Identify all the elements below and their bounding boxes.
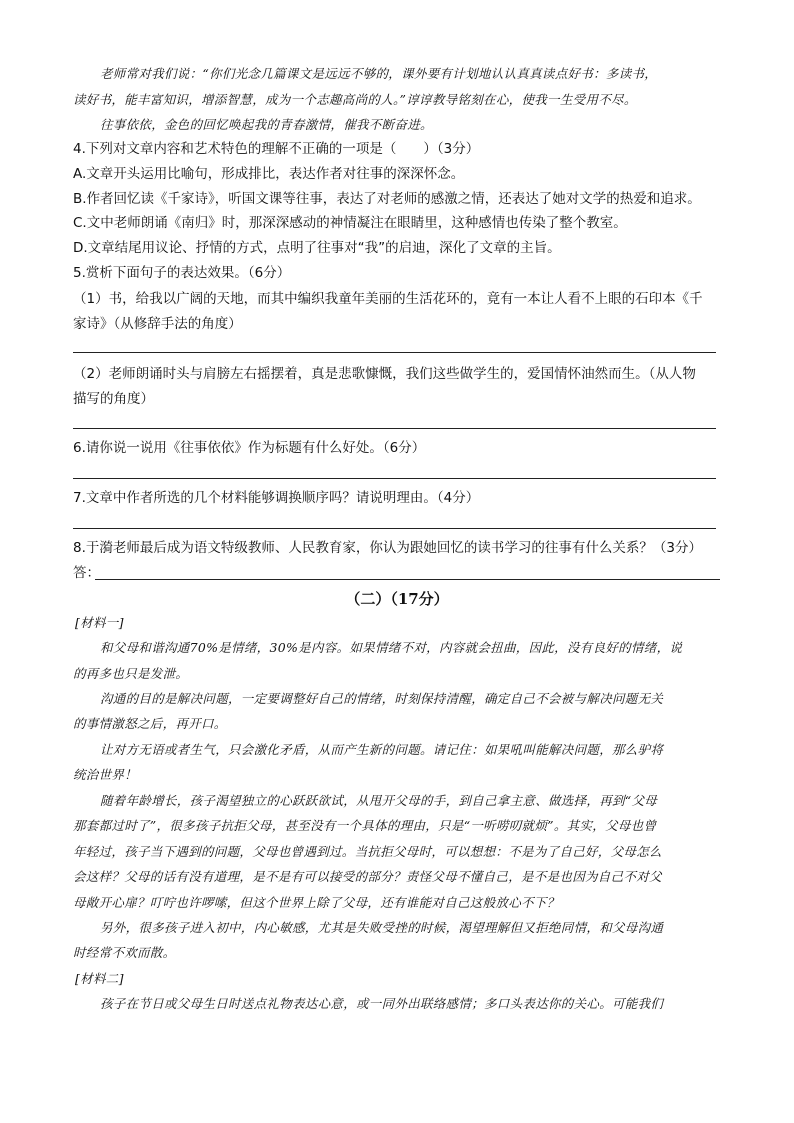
option-a: A.文章开头运用比喻句，形成排比，表达作者对往事的深深怀念。	[73, 166, 465, 182]
material-paragraph: 统治世界！	[73, 767, 138, 782]
answer-label: 答：	[73, 565, 100, 581]
material-paragraph: 另外，很多孩子进入初中，内心敏感，尤其是失败受挫的时候，渴望理解但又拒绝同情，和父母沟通	[100, 920, 664, 935]
material-paragraph: 的事情激怒之后，再开口。	[73, 716, 227, 731]
material-label: [材料一]	[75, 615, 124, 630]
material-paragraph: 年轻过，孩子当下遇到的问题，父母也曾遇到过。当抗拒父母时，可以想想：不是为了自己好，父母怎么	[73, 844, 662, 859]
passage-paragraph: 读好书，能丰富知识，增添智慧，成为一个志趣高尚的人。”谆谆教导铭刻在心，使我一生受用不尽。	[73, 92, 637, 107]
question-7: 7.文章中作者所选的几个材料能够调换顺序吗？请说明理由。（4分）	[73, 490, 480, 506]
option-d: D.文章结尾用议论、抒情的方式，点明了往事对“我”的启迪，深化了文章的主旨。	[73, 240, 561, 256]
passage-paragraph: 往事依依，金色的回忆唤起我的青春激情，催我不断奋进。	[100, 117, 433, 132]
question-4: 4.下列对文章内容和艺术特色的理解不正确的一项是（ ）（3分）	[73, 141, 480, 157]
question-6: 6.请你说一说用《往事依依》作为标题有什么好处。（6分）	[73, 440, 426, 456]
material-paragraph: 让对方无语或者生气，只会激化矛盾，从而产生新的问题。请记住：如果吼叫能解决问题，那么驴将	[100, 742, 664, 757]
answer-line[interactable]	[73, 352, 716, 353]
question-5: 5.赏析下面句子的表达效果。（6分）	[73, 265, 291, 281]
question-5-1-cont: 家诗》（从修辞手法的角度）	[73, 316, 242, 332]
question-5-1: （1）书，给我以广阔的天地，而其中编织我童年美丽的生活花环的，竟有一本让人看不上眼的石印本《千	[73, 291, 703, 307]
material-paragraph: 那套都过时了”，很多孩子抗拒父母，甚至没有一个具体的理由，只是“一听唠叨就烦”。其实，父母也曾	[73, 818, 657, 833]
material-paragraph: 和父母和谐沟通70%是情绪，30%是内容。如果情绪不对，内容就会扭曲，因此，没有良好的情绪，说	[100, 640, 683, 655]
material-paragraph: 时经常不欢而散。	[73, 945, 176, 960]
question-5-2-cont: 描写的角度）	[73, 391, 154, 407]
option-c: C.文中老师朗诵《南归》时，那深深感动的神情凝注在眼睛里，这种感情也传染了整个教室。	[73, 215, 627, 231]
material-paragraph: 的再多也只是发泄。	[73, 666, 189, 681]
answer-line[interactable]	[73, 528, 716, 529]
material-paragraph: 孩子在节日或父母生日时送点礼物表达心意，或一同外出联络感情；多口头表达你的关心。可能我们	[100, 996, 664, 1011]
option-b: B.作者回忆读《千家诗》，听国文课等往事，表达了对老师的感激之情，还表达了她对文学的热爱和追求。	[73, 191, 701, 207]
material-paragraph: 沟通的目的是解决问题，一定要调整好自己的情绪，时刻保持清醒，确定自己不会被与解决问题无关	[100, 691, 664, 706]
passage-paragraph: 老师常对我们说：“你们光念几篇课文是远远不够的，课外要有计划地认认真真读点好书：多读书，	[100, 66, 658, 81]
answer-line[interactable]	[73, 478, 716, 479]
material-paragraph: 随着年龄增长，孩子渴望独立的心跃跃欲试，从甩开父母的手，到自己拿主意、做选择，再到“父母	[100, 793, 658, 808]
material-paragraph: 会这样？父母的话有没有道理，是不是有可以接受的部分？责怪父母不懂自己，是不是也因为自己不对父	[73, 869, 662, 884]
answer-line[interactable]	[73, 428, 716, 429]
section-title: （二）（17分）	[345, 590, 449, 608]
question-8: 8.于漪老师最后成为语文特级教师、人民教育家，你认为跟她回忆的读书学习的往事有什么关系？（3分）	[73, 540, 702, 556]
material-paragraph: 母敞开心扉？叮咛也许啰嗦，但这个世界上除了父母，还有谁能对自己这般放心不下？	[73, 895, 560, 910]
answer-line[interactable]	[95, 579, 720, 580]
material-label: [材料二]	[75, 971, 124, 986]
question-5-2: （2）老师朗诵时头与肩膀左右摇摆着，真是悲歌慷慨，我们这些做学生的，爱国情怀油然而生。（从人物	[73, 366, 696, 382]
